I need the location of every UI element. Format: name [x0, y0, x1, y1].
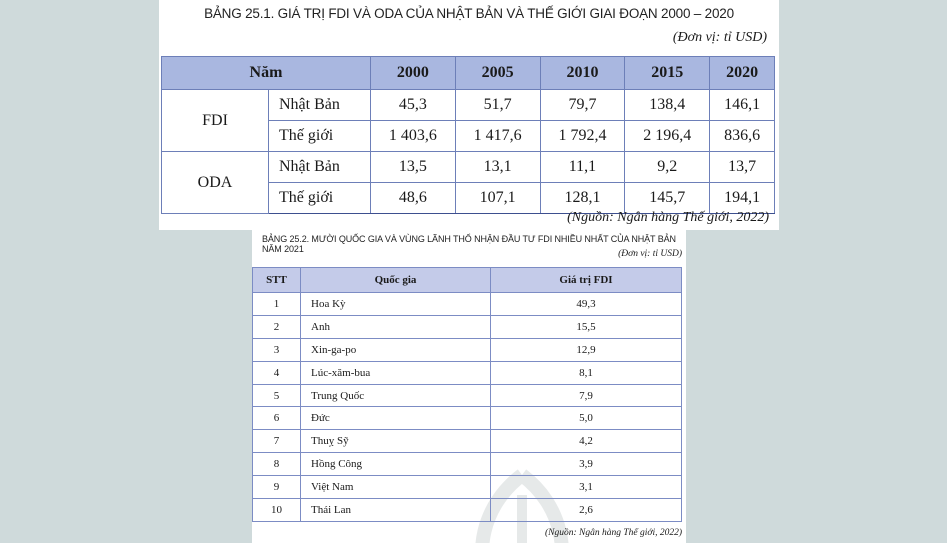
header-country: Quốc gia — [301, 268, 491, 293]
cell-country: Thái Lan — [301, 499, 491, 522]
cell-country: Lúc-xăm-bua — [301, 361, 491, 384]
table-2-source: (Nguồn: Ngân hàng Thế giới, 2022) — [544, 528, 682, 538]
table-1-unit: (Đơn vị: tỉ USD) — [672, 30, 767, 45]
cell-stt: 2 — [253, 315, 301, 338]
table-1-source: (Nguồn: Ngân hàng Thế giới, 2022) — [567, 210, 769, 225]
table-2-header-row — [253, 268, 682, 293]
cell-stt: 7 — [253, 430, 301, 453]
cell-value: 836,6 — [710, 121, 775, 152]
cell-stt: 9 — [253, 476, 301, 499]
cell-country: Hồng Công — [301, 453, 491, 476]
cell-value: 13,1 — [455, 152, 540, 183]
cell-value: 138,4 — [625, 90, 710, 121]
cell-country: Đức — [301, 407, 491, 430]
header-year-label: Năm — [162, 57, 371, 90]
table-row — [162, 90, 775, 121]
table-1-title: BẢNG 25.1. GIÁ TRỊ FDI VÀ ODA CỦA NHẬT BẢN VÀ THẾ GIỚI GIAI ĐOẠN 2000 – 2020 — [204, 6, 734, 21]
cell-fdi-value: 3,9 — [491, 453, 682, 476]
cell-fdi-value: 49,3 — [491, 293, 682, 316]
cell-country: Xin-ga-po — [301, 338, 491, 361]
cell-value: 1 417,6 — [455, 121, 540, 152]
table-row — [253, 407, 682, 430]
cell-fdi-value: 4,2 — [491, 430, 682, 453]
cell-value: 194,1 — [710, 183, 775, 214]
table-2-panel — [252, 230, 686, 543]
cell-fdi-value: 8,1 — [491, 361, 682, 384]
cell-stt: 6 — [253, 407, 301, 430]
cell-value: 1 792,4 — [540, 121, 625, 152]
cell-fdi-value: 12,9 — [491, 338, 682, 361]
cell-value: 1 403,6 — [371, 121, 456, 152]
group-label: FDI — [162, 90, 269, 152]
table-row — [162, 152, 775, 183]
cell-value: 145,7 — [625, 183, 710, 214]
cell-fdi-value: 15,5 — [491, 315, 682, 338]
header-fdi-value: Giá trị FDI — [491, 268, 682, 293]
cell-country: Thuỵ Sỹ — [301, 430, 491, 453]
table-1-header-row — [162, 57, 775, 90]
table-row — [253, 315, 682, 338]
table-row — [253, 430, 682, 453]
cell-value: 79,7 — [540, 90, 625, 121]
row-label: Thế giới — [269, 121, 371, 152]
table-row — [253, 361, 682, 384]
cell-fdi-value: 2,6 — [491, 499, 682, 522]
header-year: 2010 — [540, 57, 625, 90]
row-label: Nhật Bản — [269, 90, 371, 121]
cell-value: 13,7 — [710, 152, 775, 183]
cell-stt: 3 — [253, 338, 301, 361]
table-row — [253, 338, 682, 361]
cell-value: 146,1 — [710, 90, 775, 121]
table-1-panel — [159, 0, 779, 230]
cell-value: 107,1 — [455, 183, 540, 214]
cell-value: 45,3 — [371, 90, 456, 121]
table-row — [253, 453, 682, 476]
cell-value: 13,5 — [371, 152, 456, 183]
table-row — [253, 293, 682, 316]
header-year: 2005 — [455, 57, 540, 90]
table-2-title: BẢNG 25.2. MƯỜI QUỐC GIA VÀ VÙNG LÃNH THỔ NHẬN ĐẦU TƯ FDI NHIỀU NHẤT CỦA NHẬT BẢN NĂM 2021 — [262, 234, 676, 254]
cell-country: Anh — [301, 315, 491, 338]
row-label: Nhật Bản — [269, 152, 371, 183]
table-2 — [252, 267, 682, 522]
row-label: Thế giới — [269, 183, 371, 214]
cell-stt: 8 — [253, 453, 301, 476]
cell-fdi-value: 5,0 — [491, 407, 682, 430]
table-2-unit: (Đơn vị: tỉ USD) — [618, 249, 682, 259]
cell-stt: 5 — [253, 384, 301, 407]
table-1 — [161, 56, 775, 214]
header-year: 2015 — [625, 57, 710, 90]
cell-stt: 10 — [253, 499, 301, 522]
cell-fdi-value: 7,9 — [491, 384, 682, 407]
cell-value: 2 196,4 — [625, 121, 710, 152]
group-label: ODA — [162, 152, 269, 214]
cell-country: Việt Nam — [301, 476, 491, 499]
cell-value: 51,7 — [455, 90, 540, 121]
cell-stt: 1 — [253, 293, 301, 316]
header-year: 2020 — [710, 57, 775, 90]
cell-value: 9,2 — [625, 152, 710, 183]
table-row — [253, 499, 682, 522]
cell-fdi-value: 3,1 — [491, 476, 682, 499]
cell-stt: 4 — [253, 361, 301, 384]
table-row — [253, 476, 682, 499]
table-row — [253, 384, 682, 407]
cell-value: 128,1 — [540, 183, 625, 214]
cell-country: Hoa Kỳ — [301, 293, 491, 316]
cell-country: Trung Quốc — [301, 384, 491, 407]
cell-value: 11,1 — [540, 152, 625, 183]
cell-value: 48,6 — [371, 183, 456, 214]
header-stt: STT — [253, 268, 301, 293]
header-year: 2000 — [371, 57, 456, 90]
